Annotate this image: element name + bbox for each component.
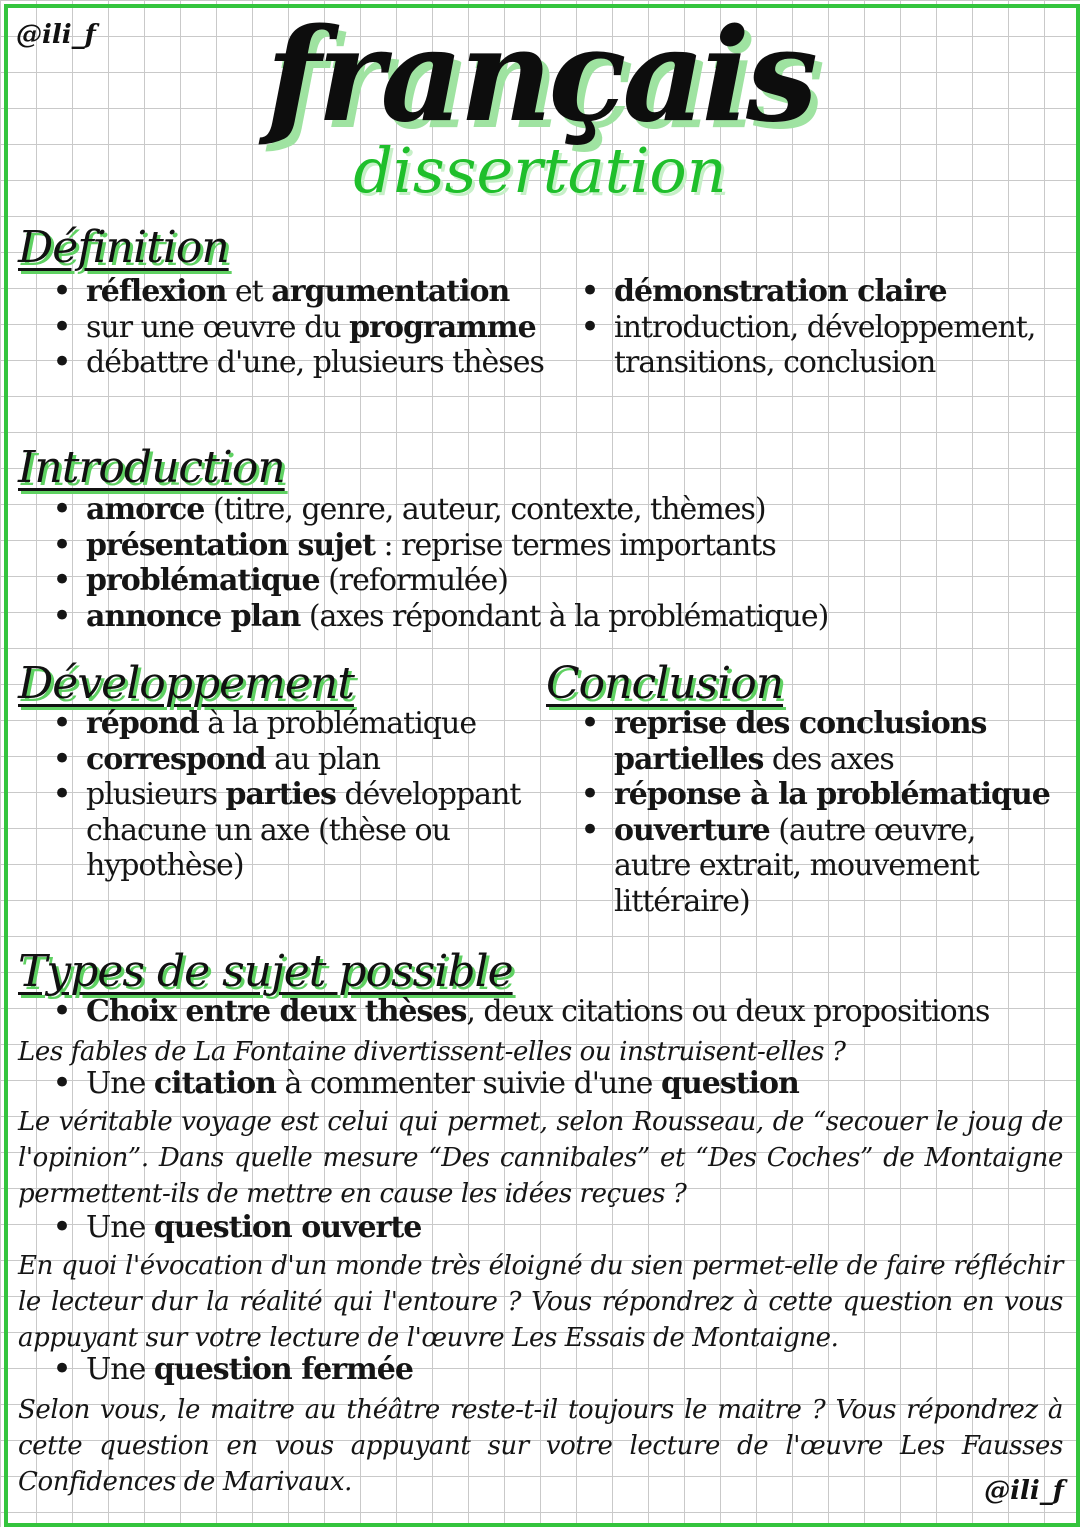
text: à la problématique — [198, 706, 477, 741]
bold-text: programme — [349, 309, 536, 345]
list-item — [86, 1066, 1080, 1102]
developpement-heading: Développement — [18, 658, 354, 709]
list-item — [86, 599, 1080, 635]
bold-text: amorce — [86, 492, 205, 527]
definition-left-list — [18, 274, 586, 381]
list-item — [86, 706, 541, 742]
author-handle-top: @ili_f — [16, 20, 96, 50]
types-item-4 — [18, 1352, 1080, 1388]
list-item — [86, 563, 1080, 599]
bold-text: réponse à la problématique — [614, 777, 1050, 812]
list-item — [86, 1352, 1080, 1388]
introduction-list — [18, 492, 1080, 634]
bold-text: reprise des conclusions partielles — [614, 706, 987, 777]
bold-text: réflexion — [86, 274, 227, 309]
text: des axes — [763, 741, 894, 777]
types-example-3: En quoi l'évocation d'un monde très éloigné du sien permet-elle de faire réfléchir le lecteur dur la réalité qui l'entoure ? Vous répondrez à cette question en vous appuyant sur votre lecture de l'œuvre Les Essais de Montaigne. — [18, 1251, 1063, 1353]
list-item — [86, 345, 586, 381]
text: au plan — [265, 741, 380, 777]
list-item — [86, 528, 1080, 564]
text: Une — [86, 1066, 154, 1101]
bold-text: question — [660, 1066, 799, 1101]
text: , deux citations ou deux propositions — [466, 994, 990, 1029]
definition-right-list — [546, 274, 1080, 381]
text: Une — [86, 1210, 154, 1245]
bold-text: démonstration claire — [614, 274, 947, 309]
list-item — [614, 706, 1054, 777]
bold-text: répond — [86, 706, 199, 741]
bold-text: citation — [153, 1066, 276, 1101]
types-example-1: Les fables de La Fontaine divertissent-elles ou instruisent-elles ? — [18, 1037, 846, 1067]
conclusion-list — [546, 706, 1054, 919]
text: (autre œuvre, autre extrait, mouvement littéraire) — [614, 812, 979, 919]
bold-text: Choix entre deux thèses — [86, 994, 467, 1029]
list-item — [614, 274, 1080, 310]
page-title: français — [265, 1, 815, 151]
list-item — [86, 1210, 1080, 1246]
list-item — [86, 994, 1080, 1030]
list-item — [86, 742, 541, 778]
bold-text: question ouverte — [153, 1210, 422, 1245]
text: débattre d'une, plusieurs thèses — [86, 345, 544, 380]
developpement-list — [18, 706, 541, 884]
text: (titre, genre, auteur, contexte, thèmes) — [204, 492, 766, 527]
types-heading: Types de sujet possible — [18, 946, 513, 997]
types-example-4: Selon vous, le maitre au théâtre reste-t-il toujours le maitre ? Vous répondrez à cette question en vous appuyant sur votre lecture de l'œuvre Les Fausses Confidences de Marivaux. — [18, 1395, 1063, 1497]
text: plusieurs — [86, 777, 226, 812]
list-item — [86, 274, 586, 310]
text: (reformulée) — [319, 563, 508, 598]
types-item-3 — [18, 1210, 1080, 1246]
bold-text: question fermée — [153, 1352, 413, 1387]
author-handle-bottom: @ili_f — [984, 1476, 1064, 1506]
text: (axes répondant à la problématique) — [300, 598, 829, 634]
list-item — [86, 492, 1080, 528]
bold-text: argumentation — [271, 274, 510, 309]
page-subtitle: dissertation — [353, 134, 727, 207]
bold-text: problématique — [86, 563, 320, 598]
list-item — [614, 777, 1054, 813]
bold-text: correspond — [86, 741, 266, 777]
list-item — [86, 310, 586, 346]
bold-text: ouverture — [614, 812, 770, 848]
types-example-2: Le véritable voyage est celui qui permet, selon Rousseau, de “secouer le joug de l'opinion”. Dans quelle mesure “Des cannibales” et “Des Coches” de Montaigne permettent-ils de mettre en cause les idées reçues ? — [18, 1107, 1063, 1209]
text: Une — [86, 1352, 154, 1387]
bold-text: annonce plan — [86, 598, 301, 634]
text: sur une œuvre du — [86, 309, 350, 345]
conclusion-heading: Conclusion — [546, 658, 784, 709]
list-item — [86, 777, 541, 884]
definition-heading: Définition — [18, 222, 229, 273]
text: à commenter suivie d'une — [275, 1066, 661, 1101]
text: : reprise termes importants — [374, 527, 776, 563]
bold-text: présentation sujet — [86, 527, 375, 563]
list-item — [614, 310, 1080, 381]
types-item-1 — [18, 994, 1080, 1030]
types-item-2 — [18, 1066, 1080, 1102]
introduction-heading: Introduction — [18, 442, 285, 493]
text: et — [226, 274, 272, 309]
list-item — [614, 813, 1054, 920]
text: introduction, développement, transitions, conclusion — [614, 309, 1036, 380]
bold-text: parties — [225, 777, 336, 812]
text: développant chacune un axe (thèse ou hypothèse) — [86, 777, 521, 883]
